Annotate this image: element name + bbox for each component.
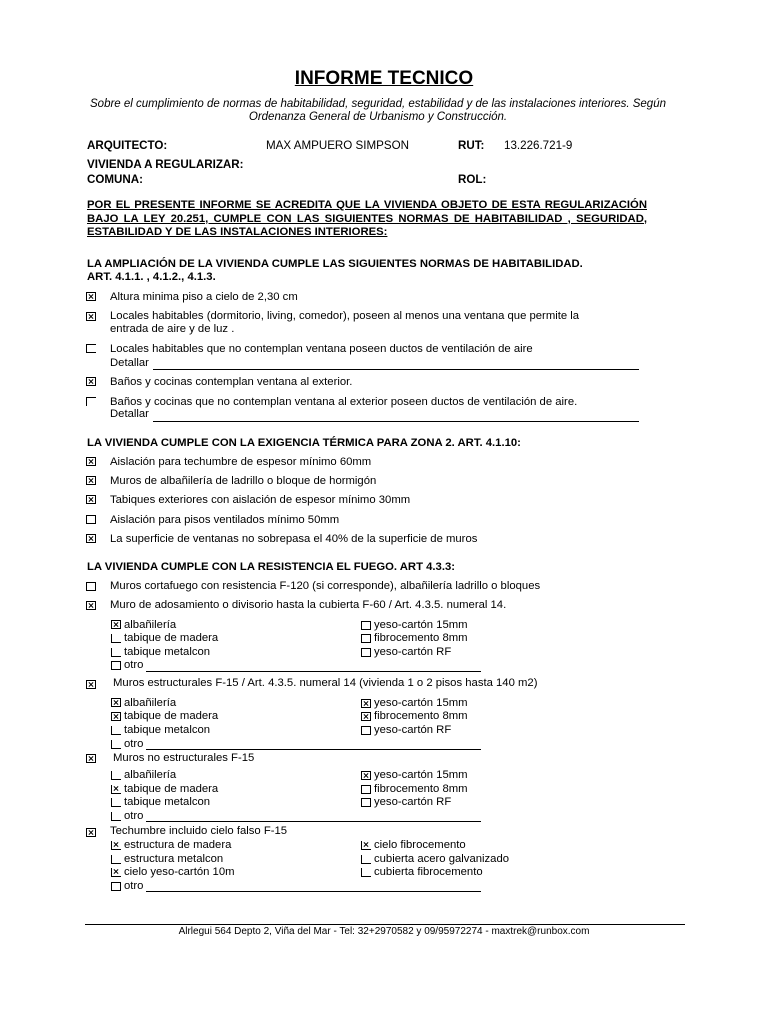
item-muros-albanileria: Muros de albañilería de ladrillo o bloque de hormigón [110,475,377,487]
g4-estructura-madera-label: estructura de madera [124,839,232,851]
rut-label: RUT: [458,139,485,152]
checkbox-aislacion-techumbre[interactable] [86,457,96,466]
g1-otro-line[interactable] [146,671,481,672]
document-title: INFORME TECNICO [294,68,474,89]
g2-yeso-15-label: yeso-cartón 15mm [374,697,468,709]
fuego-heading: LA VIVIENDA CUMPLE CON LA RESISTENCIA EL FUEGO. ART 4.3.3: [87,561,456,573]
checkbox-altura-minima[interactable] [86,292,96,301]
item-muros-estructurales: Muros estructurales F-15 / Art. 4.3.5. numeral 14 (vivienda 1 o 2 pisos hasta 140 m2) [113,677,538,689]
g1-otro-label: otro [124,659,144,671]
g3-albanileria-label: albañilería [124,769,177,781]
checkbox-g2-tabique-metalcon[interactable] [111,726,121,735]
habitabilidad-heading: LA AMPLIACIÓN DE LA VIVIENDA CUMPLE LAS SIGUIENTES NORMAS DE HABITABILIDAD. [87,258,583,270]
arquitecto-value: MAX AMPUERO SIMPSON [266,139,410,152]
checkbox-g1-otro[interactable] [111,661,121,670]
g3-otro-line[interactable] [146,821,481,822]
checkbox-banos-ductos[interactable] [86,397,96,406]
habitabilidad-articles: ART. 4.1.1. , 4.1.2., 4.1.3. [87,271,216,283]
item-aislacion-techumbre: Aislación para techumbre de espesor mínimo 60mm [110,456,372,468]
g1-yeso-rf-label: yeso-cartón RF [374,646,452,658]
checkbox-banos-ventana[interactable] [86,377,96,386]
footer-contact: Alrlegui 564 Depto 2, Viña del Mar - Tel: 32+2970582 y 09/95972274 - maxtrek@runbox.com [178,926,590,937]
checkbox-pisos-ventilados[interactable] [86,515,96,524]
item-locales-ventana: Locales habitables (dormitorio, living, comedor), poseen al menos una ventana que permite la [110,310,580,322]
g3-tabique-madera-label: tabique de madera [124,783,219,795]
checkbox-g3-tabique-metalcon[interactable] [111,798,121,807]
declaration-text: POR EL PRESENTE INFORME SE ACREDITA QUE LA VIVIENDA OBJETO DE ESTA REGULARIZACIÓN BAJO LA LEY 20.251, CUMPLE CON LAS SIGUIENTES NORMAS DE HABITABILIDAD , SEGURIDAD, ESTABILIDAD Y DE LAS INSTALACIONES INTERIORES: [87,199,647,238]
checkbox-g4-cubierta-fibrocemento[interactable] [361,868,371,877]
item-banos-ductos: Baños y cocinas que no contemplan ventana al exterior poseen ductos de ventilación de aire. [110,396,578,408]
checkbox-g4-otro[interactable] [111,882,121,891]
item-superficie-ventanas: La superficie de ventanas no sobrepasa el 40% de la superficie de muros [110,533,478,545]
detallar-label-1: Detallar [110,357,149,369]
g1-yeso-15-label: yeso-cartón 15mm [374,619,468,631]
checkbox-g1-tabique-madera[interactable] [111,634,121,643]
checkbox-g2-tabique-madera[interactable] [111,712,121,721]
g2-yeso-rf-label: yeso-cartón RF [374,724,452,736]
checkbox-g1-fibrocemento[interactable] [361,634,371,643]
checkbox-g3-otro[interactable] [111,812,121,821]
item-muros-no-estructurales: Muros no estructurales F-15 [113,752,255,764]
checkbox-g3-tabique-madera[interactable] [111,785,121,794]
checkbox-cortafuego[interactable] [86,582,96,591]
checkbox-locales-ventana[interactable] [86,312,96,321]
g2-tabique-metalcon-label: tabique metalcon [124,724,211,736]
g1-tabique-madera-label: tabique de madera [124,632,219,644]
checkbox-superficie-ventanas[interactable] [86,534,96,543]
checkbox-g2-yeso-rf[interactable] [361,726,371,735]
item-muro-adosamiento: Muro de adosamiento o divisorio hasta la cubierta F-60 / Art. 4.3.5. numeral 14. [110,599,507,611]
g2-tabique-madera-label: tabique de madera [124,710,219,722]
checkbox-techumbre[interactable] [86,828,96,837]
checkbox-g4-estructura-madera[interactable] [111,841,121,850]
checkbox-muro-adosamiento[interactable] [86,601,96,610]
rol-label: ROL: [458,173,487,186]
g2-otro-line[interactable] [146,749,481,750]
g3-yeso-15-label: yeso-cartón 15mm [374,769,468,781]
footer-divider [85,924,685,925]
item-altura-minima: Altura minima piso a cielo de 2,30 cm [110,291,298,303]
checkbox-g4-cielo-yeso[interactable] [111,868,121,877]
checkbox-g1-yeso-rf[interactable] [361,648,371,657]
g3-tabique-metalcon-label: tabique metalcon [124,796,211,808]
item-banos-ventana: Baños y cocinas contemplan ventana al exterior. [110,376,353,388]
checkbox-g1-albanileria[interactable] [111,620,121,629]
checkbox-g3-yeso-15[interactable] [361,771,371,780]
g3-otro-label: otro [124,810,144,822]
document-subtitle: Sobre el cumplimiento de normas de habitabilidad, seguridad, estabilidad y de las instalaciones interiores. Según Ordenanza General de Urbanismo y Construcción. [90,98,666,123]
checkbox-muros-no-estructurales[interactable] [86,754,96,763]
checkbox-g3-yeso-rf[interactable] [361,798,371,807]
checkbox-g2-albanileria[interactable] [111,698,121,707]
vivienda-label: VIVIENDA A REGULARIZAR: [87,158,244,171]
g4-cielo-yeso-label: cielo yeso-cartón 10m [124,866,235,878]
detallar-line-2[interactable] [153,421,639,422]
item-pisos-ventilados: Aislación para pisos ventilados mínimo 50mm [110,514,340,526]
checkbox-g4-estructura-metalcon[interactable] [111,855,121,864]
g4-cielo-fibrocemento-label: cielo fibrocemento [374,839,466,851]
checkbox-g4-cielo-fibrocemento[interactable] [361,841,371,850]
termica-heading: LA VIVIENDA CUMPLE CON LA EXIGENCIA TÉRMICA PARA ZONA 2. ART. 4.1.10: [87,437,521,449]
g1-fibrocemento-label: fibrocemento 8mm [374,632,468,644]
g3-yeso-rf-label: yeso-cartón RF [374,796,452,808]
checkbox-tabiques-exteriores[interactable] [86,495,96,504]
g4-otro-label: otro [124,880,144,892]
checkbox-muros-albanileria[interactable] [86,476,96,485]
g4-estructura-metalcon-label: estructura metalcon [124,853,224,865]
checkbox-g3-fibrocemento[interactable] [361,785,371,794]
checkbox-g1-tabique-metalcon[interactable] [111,648,121,657]
g2-otro-label: otro [124,738,144,750]
checkbox-g3-albanileria[interactable] [111,771,121,780]
item-cortafuego: Muros cortafuego con resistencia F-120 (si corresponde), albañilería ladrillo o bloques [110,580,541,592]
item-locales-ductos: Locales habitables que no contemplan ventana poseen ductos de ventilación de aire [110,343,533,355]
checkbox-g2-fibrocemento[interactable] [361,712,371,721]
g4-otro-line[interactable] [146,891,481,892]
checkbox-g1-yeso-15[interactable] [361,621,371,630]
detallar-label-2: Detallar [110,408,149,420]
g4-acero-galvanizado-label: cubierta acero galvanizado [374,853,510,865]
checkbox-locales-ductos[interactable] [86,344,96,353]
arquitecto-label: ARQUITECTO: [87,139,168,152]
item-tabiques-exteriores: Tabiques exteriores con aislación de espesor mínimo 30mm [110,494,411,506]
checkbox-g2-yeso-15[interactable] [361,699,371,708]
comuna-label: COMUNA: [87,173,144,186]
g2-fibrocemento-label: fibrocemento 8mm [374,710,468,722]
checkbox-g2-otro[interactable] [111,740,121,749]
item-locales-ventana-cont: entrada de aire y de luz . [110,323,235,335]
g1-tabique-metalcon-label: tabique metalcon [124,646,211,658]
item-techumbre: Techumbre incluido cielo falso F-15 [110,825,288,837]
g1-albanileria-label: albañilería [124,619,177,631]
detallar-line-1[interactable] [153,369,639,370]
g3-fibrocemento-label: fibrocemento 8mm [374,783,468,795]
checkbox-muros-estructurales[interactable] [86,680,96,689]
g4-cubierta-fibrocemento-label: cubierta fibrocemento [374,866,483,878]
g2-albanileria-label: albañilería [124,697,177,709]
checkbox-g4-acero-galvanizado[interactable] [361,855,371,864]
rut-value: 13.226.721-9 [504,139,573,152]
